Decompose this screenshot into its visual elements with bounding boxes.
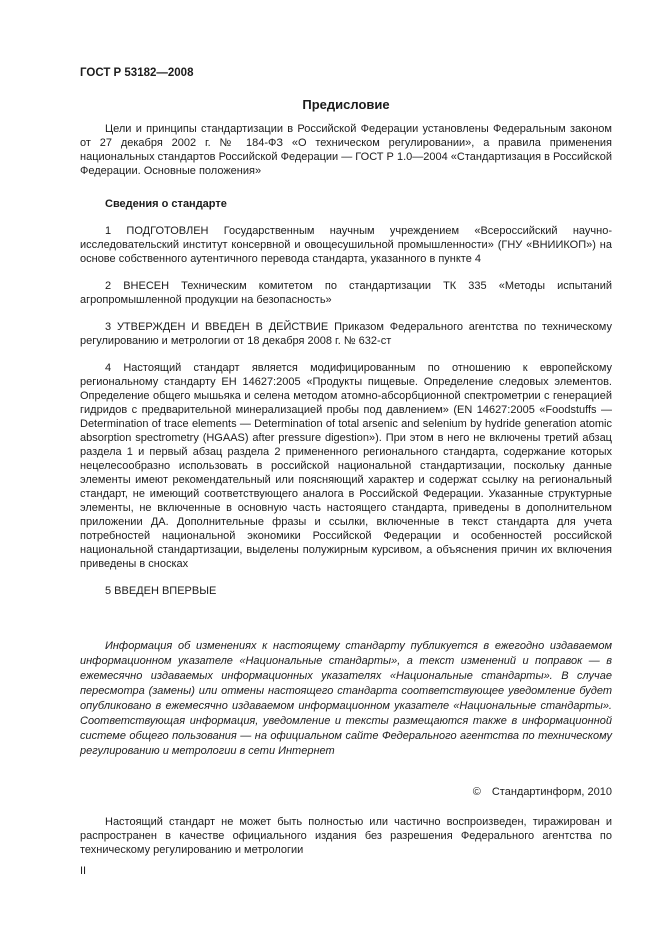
standard-info-item-3-approved: 3 УТВЕРЖДЕН И ВВЕДЕН В ДЕЙСТВИЕ Приказом Федерального агентства по техническому регулированию и метрологии от 18 декабря 2008 г. № 632-ст <box>80 321 612 347</box>
page-title: Предисловие <box>302 97 390 112</box>
copyright-text: Стандартинформ, 2010 <box>491 786 612 798</box>
copyright-symbol: © <box>472 786 481 798</box>
standard-info-item-2-submitted: 2 ВНЕСЕН Техническим комитетом по стандартизации ТК 335 «Методы испытаний агропромышленной продукции на безопасность» <box>80 280 612 306</box>
reproduction-restriction-note: Настоящий стандарт не может быть полностью или частично воспроизведен, тиражирован и распространен в качестве официального издания без разрешения Федерального агентства по техническому регулированию и метрологии <box>80 816 612 856</box>
page-number: II <box>80 865 87 877</box>
standard-info-item-5-first-introduced: 5 ВВЕДЕН ВПЕРВЫЕ <box>105 585 217 597</box>
copyright-line <box>80 785 612 799</box>
doc-code: ГОСТ Р 53182—2008 <box>80 67 194 79</box>
standard-info-item-1-prepared: 1 ПОДГОТОВЛЕН Государственным научным учреждением «Всероссийский научно-исследовательский институт консервной и овощесушильной промышленности» (ГНУ «ВНИИКОП») на основе собственного аутентичного перевода стандарта, указанного в пункте 4 <box>80 225 612 265</box>
intro-paragraph: Цели и принципы стандартизации в Российской Федерации установлены Федеральным законом от 27 декабря 2002 г. № 184-ФЗ «О техническом регулировании», а правила применения национальных стандартов Российской Федерации — ГОСТ Р 1.0—2004 «Стандартизация в Российской Федерации. Основные положения» <box>80 123 613 177</box>
changes-publication-notice: Информация об изменениях к настоящему стандарту публикуется в ежегодно издаваемом информационном указателе «Национальные стандарты», а текст изменений и поправок — в ежемесячно издаваемых информационных указателях «Национальные стандарты». В случае пересмотра (замены) или отмены настоящего стандарта соответствующее уведомление будет опубликовано в ежемесячно издаваемом информационном указателе «Национальные стандарты». Соответствующая информация, уведомление и тексты размещаются также в информационной системе общего пользования — на официальном сайте Федерального агентства по техническому регулированию и метрологии в сети Интернет <box>80 640 612 757</box>
standard-info-item-4-modified: 4 Настоящий стандарт является модифицированным по отношению к европейскому региональному стандарту ЕН 14627:2005 «Продукты пищевые. Определение следовых элементов. Определение общего мышьяка и селена методом атомно-абсорбционной спектрометрии с генерацией гидридов с предварительной минерализацией пробы под давлением» (EN 14627:2005 «Foodstuffs — Determination of trace elements — Determination of total arsenic and selenium by hydride generation atomic absorption spectrometry (HGAAS) after pressure digestion»). При этом в него не включены третий абзац раздела 1 и первый абзац раздела 2 примененного регионального стандарта, содержание которых нецелесообразно использовать в российской национальной стандартизации, поскольку данные элементы имеют рекомендательный или поясняющий характер и содержат ссылку на региональный стандарт, не имеющий соответствующего аналога в Российской Федерации. Указанные структурные элементы, не включенные в основную часть настоящего стандарта, приведены в дополнительном приложении ДА. Дополнительные фразы и ссылки, включенные в текст стандарта для учета потребностей национальной экономики Российской Федерации и особенностей российской национальной стандартизации, выделены полужирным курсивом, а объяснения причин их включения приведены в сносках <box>80 362 612 570</box>
section-heading-standard-info: Сведения о стандарте <box>105 198 227 210</box>
